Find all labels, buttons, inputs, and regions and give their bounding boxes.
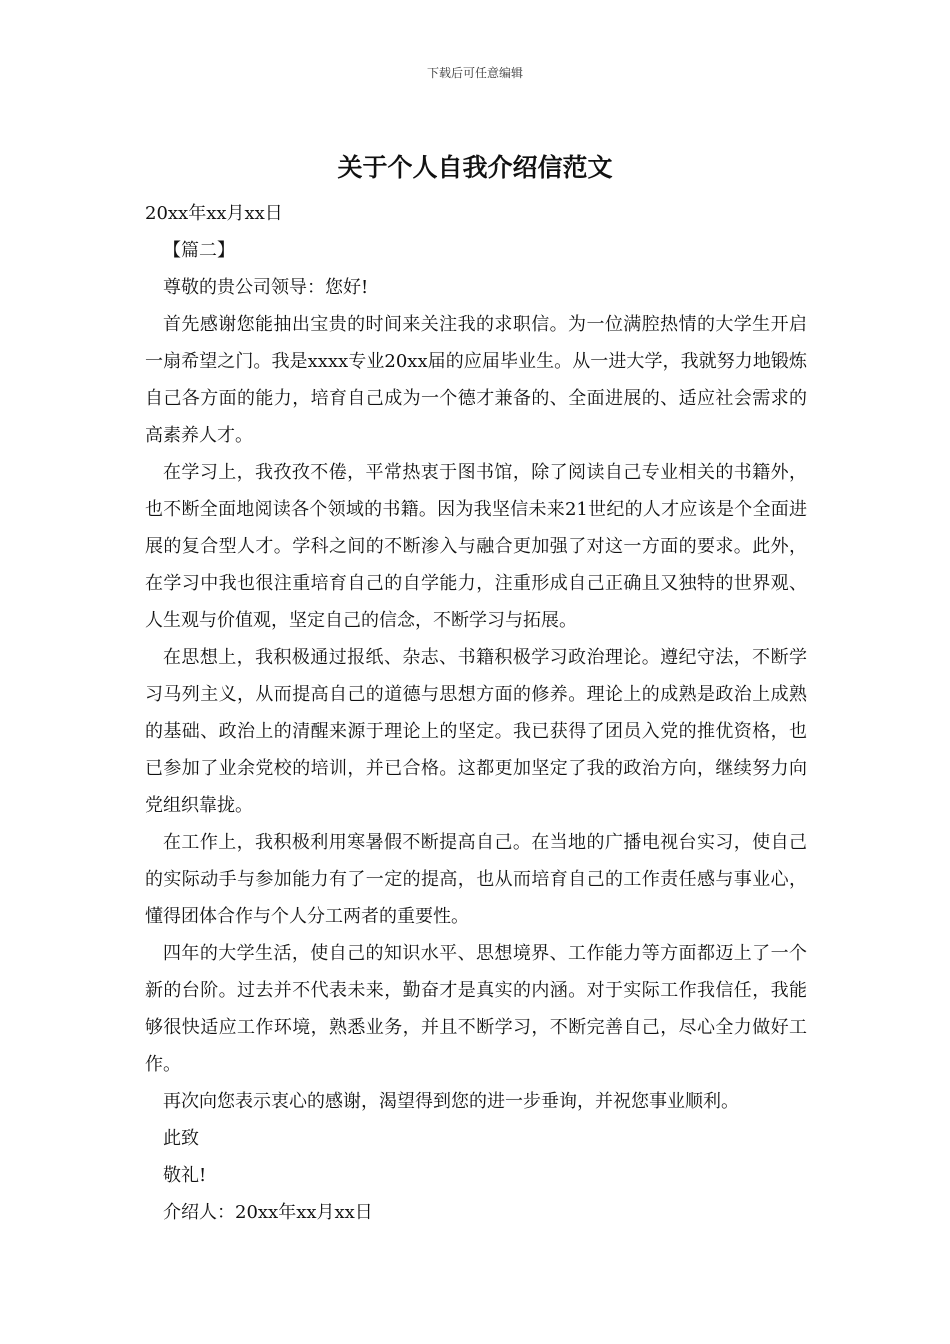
page-header-note: 下载后可任意编辑 bbox=[426, 66, 523, 80]
greeting: 尊敬的贵公司领导：您好! bbox=[163, 277, 369, 298]
paragraph: 在思想上，我积极通过报纸、杂志、书籍积极学习政治理论。遵纪守法，不断学习马列主义，从而提高自己的道德与思想方面的修养。理论上的成熟是政治上成熟的基础、政治上的清醒来源于理论上的坚定。我已获得了团员入党的推优资格，也已参加了业余党校的培训，并已合格。这都更加坚定了我的政治方向，继续努力向党组织靠拢。 bbox=[145, 647, 807, 816]
paragraph: 在学习上，我孜孜不倦，平常热衷于图书馆，除了阅读自己专业相关的书籍外，也不断全面地阅读各个领域的书籍。因为我坚信未来21世纪的人才应该是个全面进展的复合型人才。学科之间的不断渗入与融合更加强了对这一方面的要求。此外，在学习中我也很注重培育自己的自学能力，注重形成自己正确且又独特的世界观、人生观与价值观，坚定自己的信念，不断学习与拓展。 bbox=[145, 462, 807, 631]
paragraph: 四年的大学生活，使自己的知识水平、思想境界、工作能力等方面都迈上了一个新的台阶。过去并不代表未来，勤奋才是真实的内涵。对于实际工作我信任，我能够很快适应工作环境，熟悉业务，并且不断学习，不断完善自己，尽心全力做好工作。 bbox=[145, 943, 807, 1075]
document-date: 20xx年xx月xx日 bbox=[145, 203, 283, 224]
closing-regards: 敬礼! bbox=[163, 1165, 207, 1186]
document-title: 关于个人自我介绍信范文 bbox=[337, 153, 613, 182]
paragraph: 再次向您表示衷心的感谢，渴望得到您的进一步垂询，并祝您事业顺利。 bbox=[163, 1091, 739, 1112]
paragraph: 首先感谢您能抽出宝贵的时间来关注我的求职信。为一位满腔热情的大学生开启一扇希望之门。我是xxxx专业20xx届的应届毕业生。从一进大学，我就努力地锻炼自己各方面的能力，培育自己成为一个德才兼备的、全面进展的、适应社会需求的高素养人才。 bbox=[145, 314, 807, 446]
paragraph: 在工作上，我积极利用寒暑假不断提高自己。在当地的广播电视台实习，使自己的实际动手与参加能力有了一定的提高，也从而培育自己的工作责任感与事业心，懂得团体合作与个人分工两者的重要性。 bbox=[145, 832, 807, 927]
section-marker: 【篇二】 bbox=[163, 240, 235, 261]
document-body bbox=[145, 195, 807, 1231]
closing-salutation: 此致 bbox=[163, 1128, 199, 1149]
signature-line: 介绍人：20xx年xx月xx日 bbox=[163, 1202, 373, 1223]
